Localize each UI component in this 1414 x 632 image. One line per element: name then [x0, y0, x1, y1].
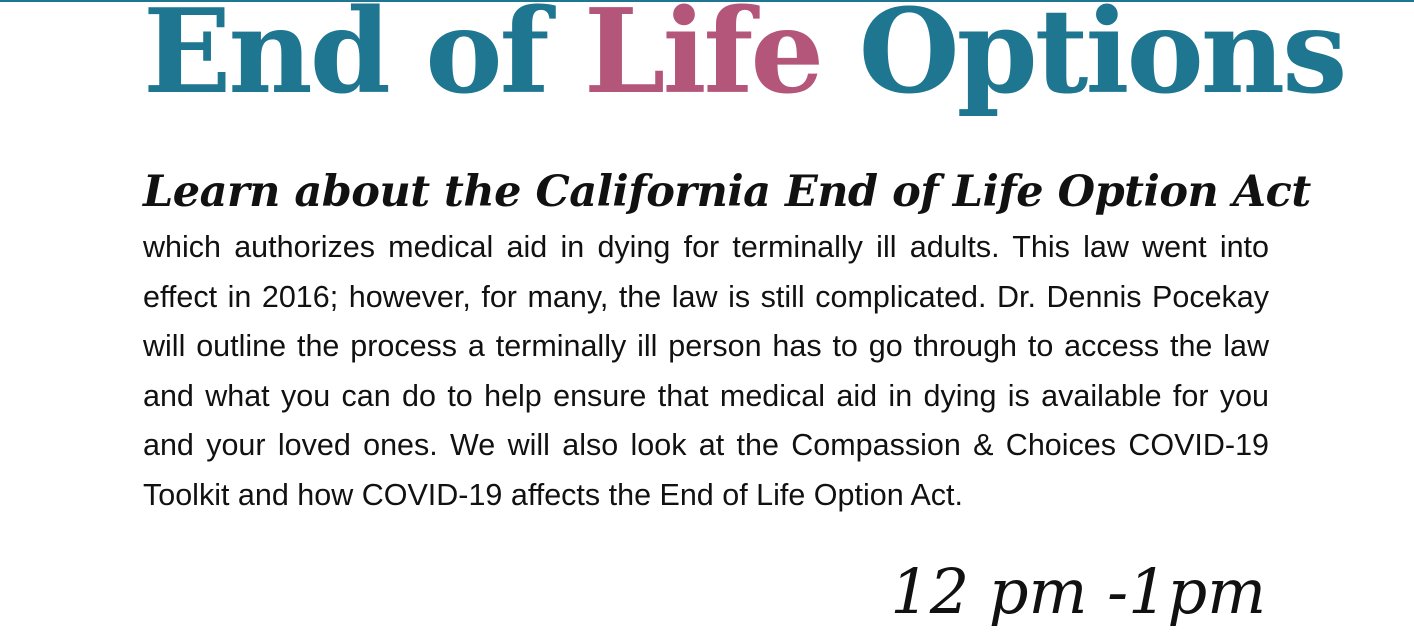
subtitle: Learn about the California End of Life Option Act — [143, 167, 1311, 217]
title-part-1: End of — [143, 0, 584, 120]
page-title — [143, 0, 1344, 122]
title-accent: Life — [583, 0, 822, 120]
event-time: 12 pm -1pm — [890, 555, 1266, 628]
body-text: which authorizes medical aid in dying for terminally ill adults. This law went into effect in 2016; however, for many, the law is still complicated. Dr. Dennis Pocekay will outline the process a terminally ill person has to go through to access the law and what you can do to help ensure that medical aid in dying is available for you and your loved ones. We will also look at the Compassion & Choices COVID-19 Toolkit and how COVID-19 affects the End of Life Option Act. — [143, 230, 1269, 512]
title-part-2: Options — [821, 0, 1345, 120]
